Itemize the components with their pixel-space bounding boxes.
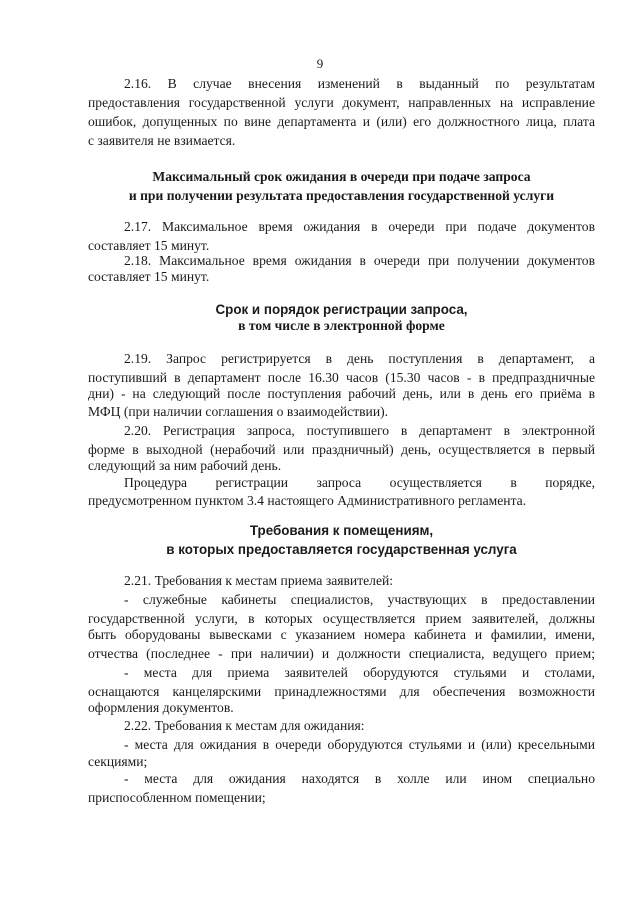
section-heading: в том числе в электронной форме [238,318,445,333]
text-line: государственной услуги, в которых осуществляется прием заявителей, должны [88,611,595,626]
text-line: поступивший в департамент после 16.30 часов (15.30 часов - в предпраздничные [88,370,595,385]
text-line: - служебные кабинеты специалистов, участвующих в предоставлении [124,592,595,607]
text-line: 2.19. Запрос регистрируется в день поступления в департамент, а [124,351,595,366]
text-line: 2.22. Требования к местам для ожидания: [124,718,365,733]
text-line: оснащаются канцелярскими принадлежностями для обеспечения возможности [88,684,595,699]
section-heading: и при получении результата предоставления государственной услуги [128,188,555,203]
text-line: ошибок, допущенных по вине департамента и (или) его должностного лица, плата [88,114,595,129]
text-line: предусмотренном пунктом 3.4 настоящего Административного регламента. [88,493,527,508]
text-line: приспособленном помещении; [88,790,266,805]
text-line: предоставления государственной услуги документ, направленных на исправление [88,95,595,110]
section-heading: Максимальный срок ожидания в очереди при подаче запроса [152,169,531,184]
text-line: составляет 15 минут. [88,238,210,253]
page-number: 9 [316,56,324,71]
section-heading: Требования к помещениям, [249,523,434,538]
text-line: 2.17. Максимальное время ожидания в очереди при подаче документов [124,219,595,234]
text-line: отчества (последнее - при наличии) и должности специалиста, ведущего прием; [88,646,595,661]
text-line: МФЦ (при наличии соглашения о взаимодействии). [88,404,389,419]
text-line: 2.20. Регистрация запроса, поступившего в департамент в электронной [124,423,595,438]
text-line: 2.21. Требования к местам приема заявителей: [124,573,394,588]
text-line: с заявителя не взимается. [88,133,236,148]
text-line: быть оборудованы вывесками с указанием номера кабинета и фамилии, имени, [88,627,595,642]
text-line: 2.16. В случае внесения изменений в выданный по результатам [124,76,595,91]
text-line: - места для ожидания находятся в холле или ином специально [124,771,595,786]
section-heading: в которых предоставляется государственная услуга [166,542,517,557]
section-heading: Срок и порядок регистрации запроса, [215,302,468,317]
text-line: 2.18. Максимальное время ожидания в очереди при получении документов [124,253,595,268]
text-line: составляет 15 минут. [88,269,210,284]
text-line: - места для ожидания в очереди оборудуются стульями и (или) кресельными [124,737,595,752]
text-line: секциями; [88,754,148,769]
text-line: Процедура регистрации запроса осуществляется в порядке, [124,475,595,490]
text-line: форме в выходной (нерабочий или праздничный) день, осуществляется в первый [88,442,595,457]
text-line: - места для приема заявителей оборудуются стульями и столами, [124,665,595,680]
text-line: следующий за ним рабочий день. [88,458,282,473]
text-line: оформления документов. [88,700,234,715]
text-line: дни) - на следующий после поступления рабочий день, или в день его приёма в [88,386,595,401]
